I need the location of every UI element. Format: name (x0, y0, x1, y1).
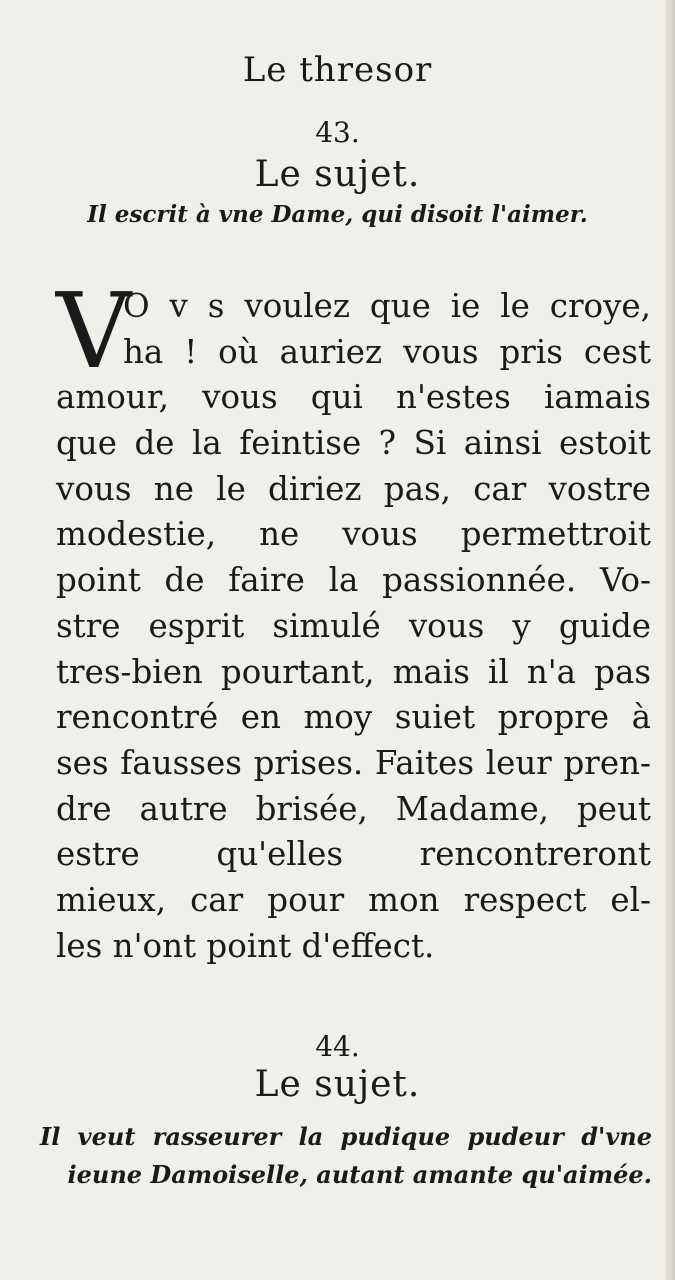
section-argument-44 (40, 1118, 652, 1194)
section-subject-43: Le sujet. (254, 154, 421, 195)
body-line: ha ! où auriez vous pris cest (123, 332, 651, 371)
body-line: tres-bien pourtant, mais il n'a pas (56, 652, 651, 691)
body-line: amour, vous qui n'estes iamais (56, 378, 651, 417)
body-line: estre qu'elles rencontreront (56, 835, 651, 874)
body-line: O v s voulez que ie le croye, (123, 287, 651, 325)
body-line: modestie, ne vous permettroit (56, 515, 651, 554)
section-argument-43: Il escrit à vne Dame, qui disoit l'aimer. (87, 201, 588, 228)
body-line: les n'ont point d'effect. (56, 926, 435, 965)
body-line: mieux, car pour mon respect el- (56, 880, 651, 919)
body-line: que de la feintise ? Si ainsi estoit (56, 424, 651, 463)
body-line: ses fausses prises. Faites leur pren- (56, 743, 651, 782)
body-line: point de faire la passionnée. Vo- (56, 561, 651, 600)
section-number-43: 43. (315, 116, 360, 149)
section-body-43 (56, 270, 651, 969)
body-line: dre autre brisée, Madame, peut (56, 789, 651, 828)
running-head: Le thresor (242, 50, 433, 90)
argument-line: Il veut rasseurer la pudique pudeur d'vne (40, 1122, 652, 1151)
body-line: vous ne le diriez pas, car vostre (56, 469, 651, 508)
section-number-44: 44. (315, 1030, 360, 1063)
body-line: stre esprit simulé vous y guide (56, 606, 651, 645)
argument-line: ieune Damoiselle, autant amante qu'aimée. (67, 1160, 652, 1189)
body-line: rencontré en moy suiet propre à (56, 698, 651, 737)
section-subject-44: Le sujet. (254, 1064, 421, 1105)
drop-cap: V (56, 270, 132, 392)
